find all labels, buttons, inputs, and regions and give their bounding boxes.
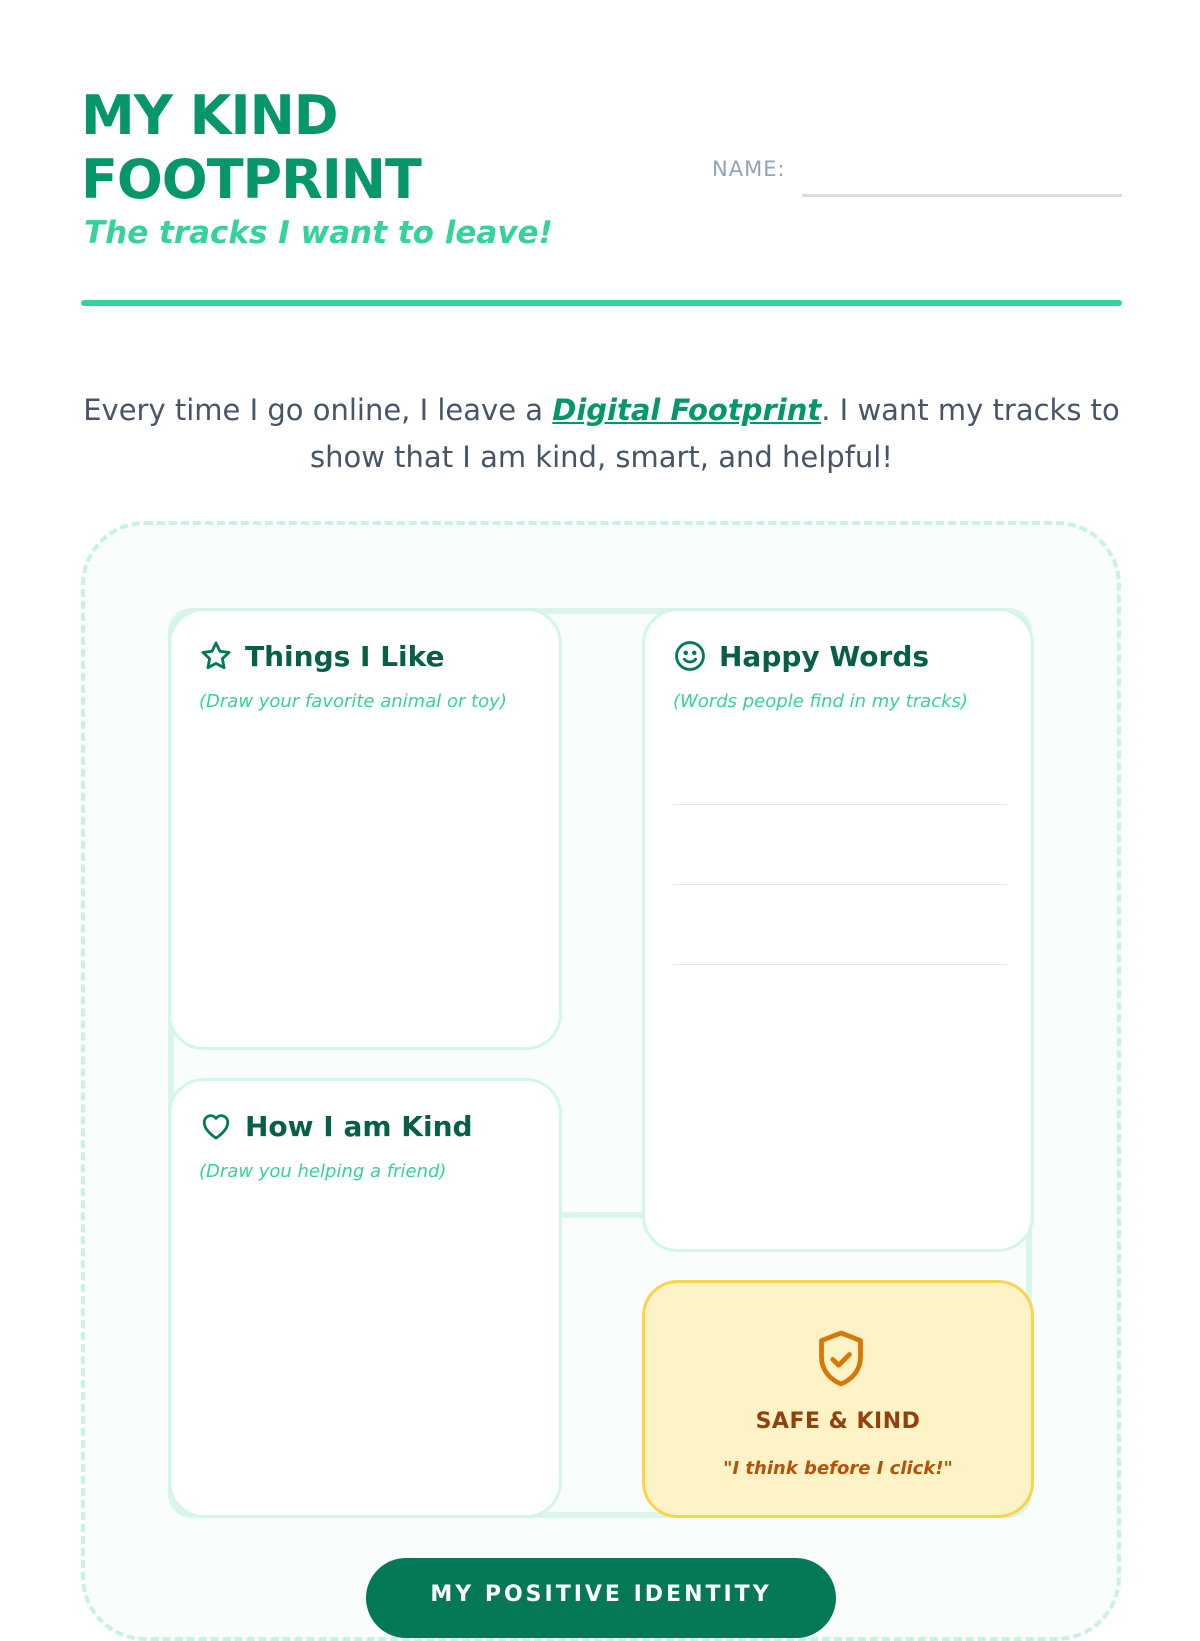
title-line-1: MY KIND: [81, 84, 338, 147]
how-i-am-kind-header: [199, 1109, 473, 1143]
heart-icon: [199, 1109, 233, 1143]
title-line-2: FOOTPRINT: [81, 148, 421, 211]
safe-and-kind-title: SAFE & KIND: [755, 1409, 921, 1434]
safe-and-kind-quote: "I think before I click!": [723, 1458, 953, 1479]
name-label: NAME:: [712, 157, 786, 181]
things-i-like-card[interactable]: [168, 608, 562, 1050]
page-title: [81, 84, 421, 212]
happy-words-card[interactable]: [642, 608, 1034, 1252]
star-icon: [199, 639, 233, 673]
writing-line[interactable]: [673, 884, 1007, 885]
things-i-like-hint: (Draw your favorite animal or toy): [199, 691, 507, 712]
how-i-am-kind-hint: (Draw you helping a friend): [199, 1161, 447, 1182]
shield-check-icon: [815, 1328, 867, 1394]
how-i-am-kind-card[interactable]: [168, 1078, 562, 1518]
writing-line[interactable]: [673, 804, 1007, 805]
happy-words-title: Happy Words: [719, 639, 930, 673]
safe-and-kind-card: [642, 1280, 1034, 1518]
intro-text: [81, 387, 1122, 481]
positive-identity-badge: MY POSITIVE IDENTITY: [366, 1558, 836, 1638]
things-i-like-title: Things I Like: [245, 639, 445, 673]
how-i-am-kind-title: How I am Kind: [245, 1109, 473, 1143]
happy-words-hint: (Words people find in my tracks): [673, 691, 968, 712]
name-field[interactable]: [802, 194, 1122, 197]
intro-text-end: . I want my tracks to show that I am kind, smart, and helpful!: [310, 393, 1120, 474]
header-divider: [81, 300, 1122, 306]
connector-bar: [556, 1212, 646, 1218]
page-subtitle: The tracks I want to leave!: [84, 215, 553, 251]
things-i-like-header: [199, 639, 445, 673]
writing-line[interactable]: [673, 964, 1007, 965]
digital-footprint-link[interactable]: Digital Footprint: [552, 393, 822, 427]
intro-text-start: Every time I go online, I leave a: [83, 393, 553, 427]
smiley-icon: [673, 639, 707, 673]
happy-words-header: [673, 639, 929, 673]
